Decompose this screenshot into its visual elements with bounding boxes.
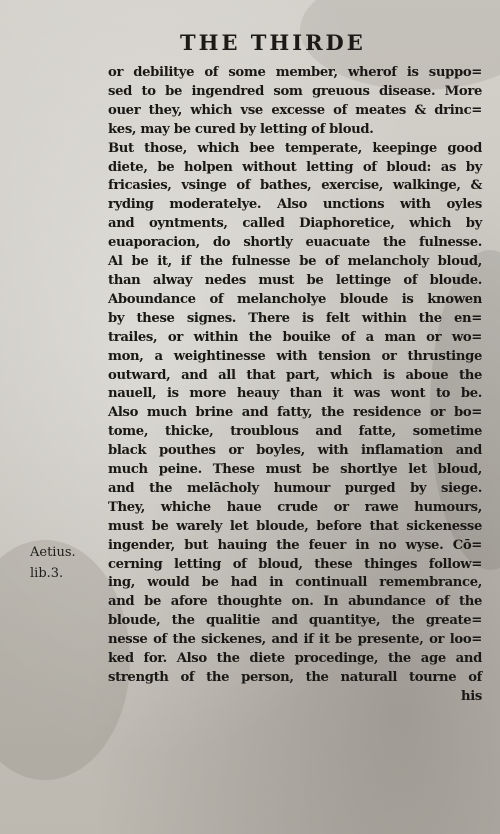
text-line: sed to be ingendred som greuous disease. More [108, 83, 482, 99]
text-line: mon, a weightinesse with tension or thrustinge [108, 348, 482, 364]
text-line: euaporacion, do shortly euacuate the fulnesse. [108, 235, 482, 251]
text-line: cerning letting of bloud, these thinges follow= [108, 556, 482, 572]
text-line: nesse of the sickenes, and if it be presente, or loo= [108, 632, 482, 648]
text-line: and the melācholy humour purged by siege. [108, 480, 482, 496]
text-line: by these signes. There is felt within the en= [108, 310, 482, 326]
running-head: THE THIRDE [180, 30, 366, 55]
text-line: ing, would be had in continuall remembrance, [108, 575, 482, 591]
catchword: his [461, 688, 482, 704]
text-line: fricasies, vsinge of bathes, exercise, walkinge, & [108, 178, 482, 194]
text-line: ked for. Also the diete procedinge, the age and [108, 651, 482, 667]
margin-note [30, 542, 76, 584]
text-line: bloude, the qualitie and quantitye, the greate= [108, 613, 482, 629]
text-line: They, whiche haue crude or rawe humours, [108, 499, 482, 515]
text-line: strength of the person, the naturall tourne of [108, 670, 482, 685]
text-line: tome, thicke, troublous and fatte, sometime [108, 424, 482, 440]
margin-note-line: lib.3. [30, 566, 64, 581]
margin-note-line: Aetius. [30, 545, 76, 560]
text-line: Also much brine and fatty, the residence or bo= [108, 405, 482, 421]
text-line: much peine. These must be shortlye let bloud, [108, 462, 482, 478]
text-line: ouer they, which vse excesse of meates & drinc= [108, 102, 482, 118]
text-line: and oyntments, called Diaphoretice, which by [108, 216, 482, 232]
text-line: nauell, is more heauy than it was wont to be. [108, 386, 482, 402]
text-line: But those, which bee temperate, keepinge good [108, 140, 482, 156]
text-line: Al be it, if the fulnesse be of melancholy bloud, [108, 254, 482, 270]
text-line: and be afore thoughte on. In abundance of the [108, 594, 482, 610]
text-line: ingender, but hauing the feuer in no wyse. Cō= [108, 537, 482, 553]
text-line: black pouthes or boyles, with inflamation and [108, 443, 482, 459]
text-line: diete, be holpen without letting of bloud: as by [108, 159, 482, 175]
text-line: outward, and all that part, which is aboue the [108, 367, 482, 383]
text-line: or debilitye of some member, wherof is suppo= [108, 65, 482, 80]
text-line: trailes, or within the bouike of a man or wo= [108, 329, 482, 345]
text-line: kes, may be cured by letting of bloud. [108, 121, 374, 137]
text-line: Aboundance of melancholye bloude is knowen [108, 291, 482, 307]
text-line: must be warely let bloude, before that sickenesse [108, 518, 482, 534]
text-line: ryding moderatelye. Also unctions with oyles [108, 197, 482, 213]
text-line: than alway nedes must be lettinge of bloude. [108, 272, 482, 288]
body-text [108, 64, 482, 707]
